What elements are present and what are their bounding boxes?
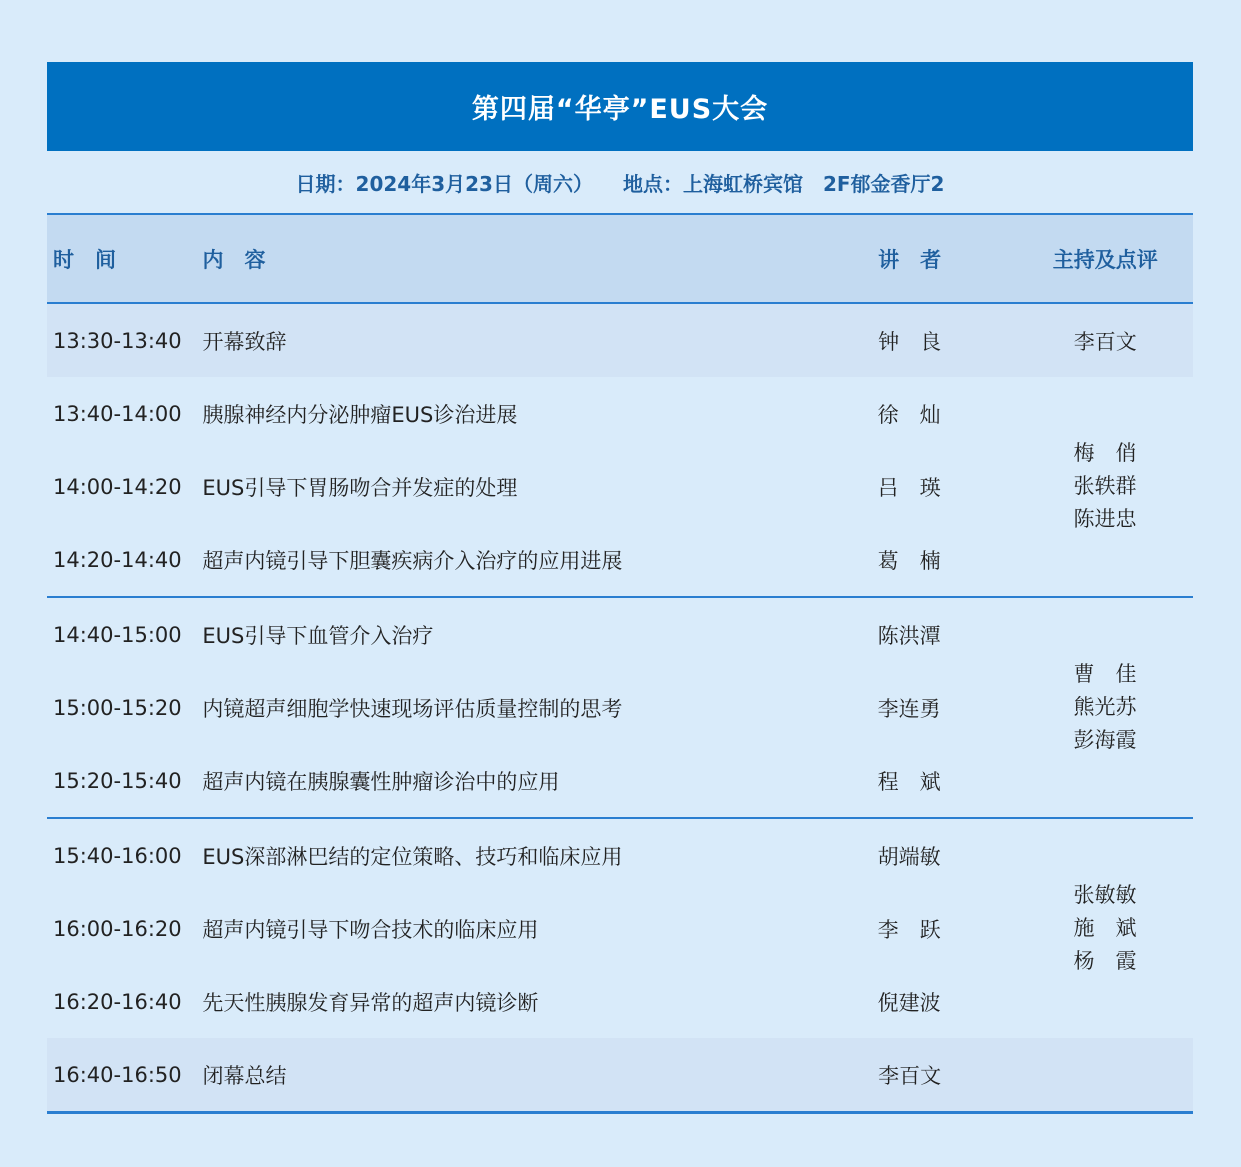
row-speaker: 徐 灿	[877, 402, 941, 427]
row-time: 16:00-16:20	[53, 916, 182, 941]
table-row	[47, 523, 1017, 596]
row-time: 15:00-15:20	[53, 695, 182, 720]
row-content: 超声内镜在胰腺囊性肿瘤诊治中的应用	[202, 769, 560, 794]
row-time: 14:40-15:00	[53, 622, 182, 647]
host-name: 梅 俏	[1073, 441, 1137, 465]
table-row	[47, 377, 1017, 450]
row-content: 开幕致辞	[202, 329, 287, 354]
table-row	[47, 965, 1017, 1038]
row-content: EUS引导下胃肠吻合并发症的处理	[202, 475, 518, 500]
host-name: 张轶群	[1073, 474, 1137, 498]
row-time: 15:20-15:40	[53, 768, 182, 793]
host-name: 曹 佳	[1073, 662, 1137, 686]
host-name: 张敏敏	[1073, 883, 1137, 907]
table-row-opening	[47, 304, 1193, 377]
row-speaker: 倪建波	[877, 990, 941, 1015]
row-speaker: 李 跃	[877, 917, 941, 942]
row-speaker: 胡端敏	[877, 844, 941, 869]
row-speaker: 陈洪潭	[877, 623, 941, 648]
header-host: 主持及点评	[1052, 247, 1158, 272]
row-content: 超声内镜引导下胆囊疾病介入治疗的应用进展	[202, 548, 623, 573]
event-date: 日期：2024年3月23日（周六）	[295, 171, 593, 196]
row-time: 16:20-16:40	[53, 989, 182, 1014]
row-content: 内镜超声细胞学快速现场评估质量控制的思考	[202, 696, 623, 721]
group-hosts	[1017, 819, 1193, 1038]
row-speaker: 程 斌	[877, 769, 941, 794]
row-time: 14:00-14:20	[53, 474, 182, 499]
host-name: 陈进忠	[1073, 507, 1137, 531]
row-content: EUS深部淋巴结的定位策略、技巧和临床应用	[202, 844, 623, 869]
row-speaker: 李百文	[878, 1063, 942, 1088]
group-hosts	[1017, 377, 1193, 596]
table-header	[47, 215, 1193, 304]
host-name: 施 斌	[1073, 916, 1137, 940]
row-content: 超声内镜引导下吻合技术的临床应用	[202, 917, 539, 942]
header-content: 内 容	[202, 247, 266, 272]
table-row	[47, 671, 1017, 744]
row-time: 13:30-13:40	[53, 328, 182, 353]
session-group-3	[47, 819, 1193, 1038]
host-name: 彭海霞	[1073, 728, 1137, 752]
table-row	[47, 744, 1017, 817]
row-content: 闭幕总结	[202, 1063, 287, 1088]
table-row	[47, 450, 1017, 523]
row-content: 胰腺神经内分泌肿瘤EUS诊治进展	[202, 402, 518, 427]
group-hosts	[1017, 598, 1193, 817]
table-row	[47, 892, 1017, 965]
table-row	[47, 598, 1017, 671]
row-time: 16:40-16:50	[53, 1062, 182, 1087]
session-group-1	[47, 377, 1193, 598]
session-group-2	[47, 598, 1193, 819]
agenda-card	[47, 62, 1193, 1114]
table-row	[47, 819, 1017, 892]
row-speaker: 李连勇	[877, 696, 941, 721]
row-time: 13:40-14:00	[53, 401, 182, 426]
host-name: 熊光苏	[1073, 695, 1137, 719]
agenda-title: 第四届“华亭”EUS大会	[471, 94, 769, 125]
row-content: 先天性胰腺发育异常的超声内镜诊断	[202, 990, 539, 1015]
host-name: 杨 霞	[1073, 949, 1137, 973]
row-host: 李百文	[1073, 329, 1137, 354]
row-speaker: 葛 楠	[877, 548, 941, 573]
agenda-table	[47, 213, 1193, 1114]
event-venue: 地点：上海虹桥宾馆 2F郁金香厅2	[622, 171, 945, 196]
row-time: 15:40-16:00	[53, 843, 182, 868]
row-time: 14:20-14:40	[53, 547, 182, 572]
row-speaker: 吕 瑛	[877, 475, 941, 500]
header-speaker: 讲 者	[878, 247, 942, 272]
event-info	[47, 151, 1193, 213]
row-content: EUS引导下血管介入治疗	[202, 623, 434, 648]
title-banner	[47, 62, 1193, 151]
row-speaker: 钟 良	[878, 329, 942, 354]
header-time: 时 间	[53, 247, 116, 272]
table-row-closing	[47, 1038, 1193, 1111]
